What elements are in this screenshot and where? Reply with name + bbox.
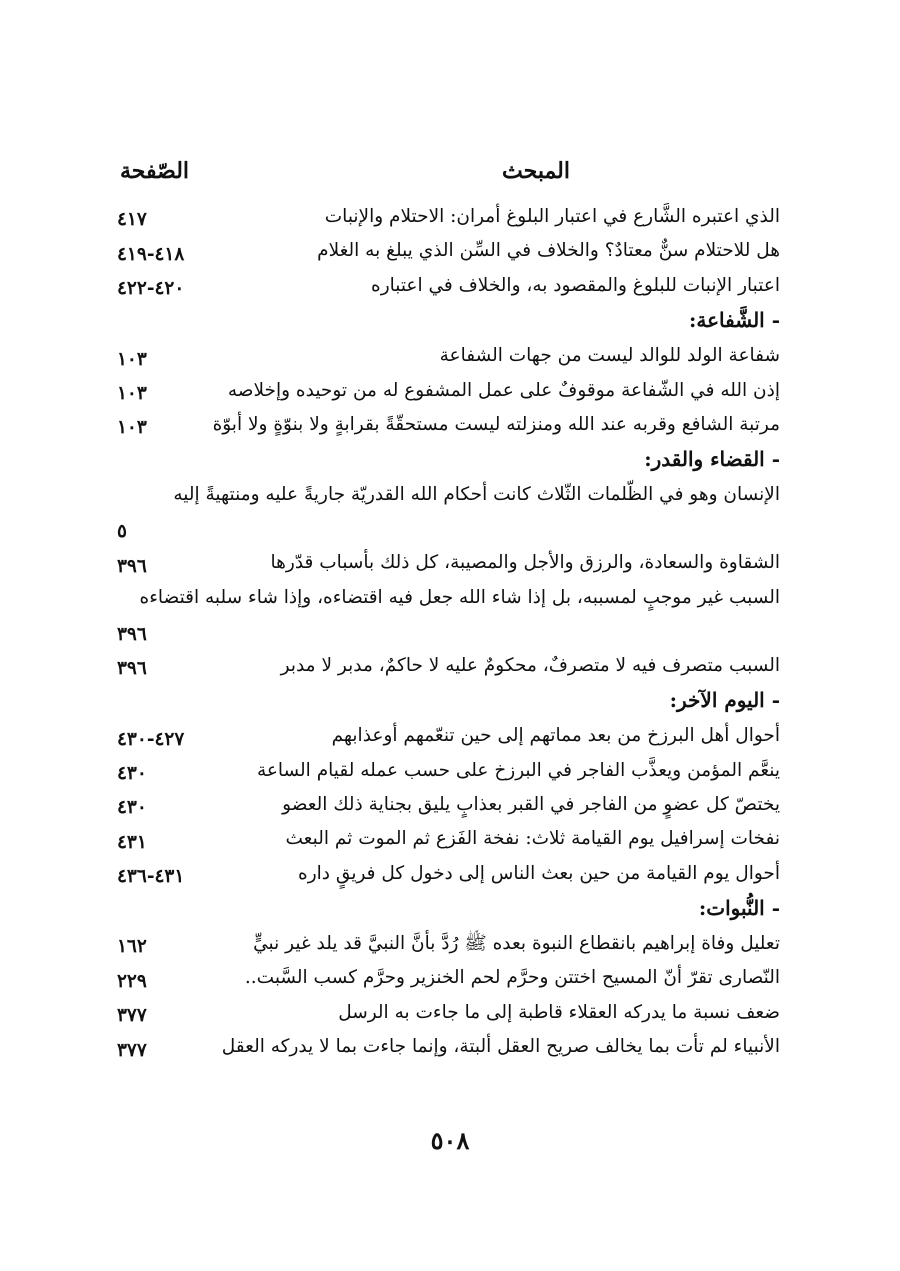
index-entry bbox=[117, 821, 780, 855]
entry-topic: شفاعة الولد للوالد ليست من جهات الشفاعة bbox=[439, 345, 780, 367]
index-entry bbox=[117, 199, 780, 233]
entry-page: ١٦٢ bbox=[117, 936, 147, 958]
entry-page: ٤١٨-٤١٩ bbox=[117, 243, 185, 265]
entry-topic: اعتبار الإنبات للبلوغ والمقصود به، والخلاف في اعتباره bbox=[371, 274, 780, 296]
index-entry bbox=[117, 373, 780, 407]
entry-topic: أحوال يوم القيامة من حين بعث الناس إلى دخول كل فريقٍ داره bbox=[298, 862, 780, 884]
entry-page: ٤٣١-٤٣٦ bbox=[117, 866, 185, 888]
entry-topic: السبب متصرف فيه لا متصرفٌ، محكومٌ عليه لا حاكمٌ، مدبر لا مدبر bbox=[280, 654, 780, 676]
entry-page: ٤٢٠-٤٢٢ bbox=[117, 278, 185, 300]
entry-topic: الإنسان وهو في الظّلمات الثّلاث كانت أحكام الله القدريّة جاريةً عليه ومنتهيةً إليه bbox=[173, 484, 780, 506]
entry-topic: يختصّ كل عضوٍ من الفاجر في القبر بعذابٍ يليق بجناية ذلك العضو bbox=[282, 793, 780, 815]
entry-topic: أحوال أهل البرزخ من بعد مماتهم إلى حين تنعّمهم أوعذابهم bbox=[331, 725, 780, 747]
entry-page: ٣٩٦ bbox=[117, 555, 147, 577]
section-heading bbox=[117, 890, 780, 926]
index-entry bbox=[117, 995, 780, 1029]
entry-page: ٤٣٠ bbox=[117, 762, 147, 784]
entry-page: ٣٧٧ bbox=[117, 1005, 147, 1027]
entry-topic: ينعَّم المؤمن ويعذَّب الفاجر في البرزخ على حسب عمله لقيام الساعة bbox=[256, 759, 780, 781]
entry-topic: النّصارى تقرّ أنّ المسيح اختتن وحرَّم لحم الخنزير وحرَّم كسب السَّبت.. bbox=[244, 967, 780, 989]
entry-page: ١٠٣ bbox=[117, 382, 147, 404]
page-number: ٥٠٨ bbox=[430, 1126, 470, 1155]
entry-page: ١٠٣ bbox=[117, 348, 147, 370]
entry-topic: السبب غير موجبٍ لمسببه، بل إذا شاء الله جعل فيه اقتضاءه، وإذا شاء سلبه اقتضاءه bbox=[139, 586, 780, 608]
entry-topic: مرتبة الشافع وقربه عند الله ومنزلته ليست مستحقّةً بقرابةٍ ولا بنوّةٍ ولا أبوّة bbox=[212, 413, 780, 435]
index-entry bbox=[117, 545, 780, 579]
section-title: - اليوم الآخر: bbox=[669, 688, 780, 713]
index-entry bbox=[117, 580, 780, 648]
section-title: - النُّبوات: bbox=[698, 896, 780, 921]
index-entry bbox=[117, 753, 780, 787]
entry-topic: نفخات إسرافيل يوم القيامة ثلاث: نفخة الفَزع ثم الموت ثم البعث bbox=[285, 828, 780, 850]
entry-page: ٤١٧ bbox=[117, 209, 147, 231]
topic-column-header: المبحث bbox=[502, 158, 570, 184]
entry-topic: تعليل وفاة إبراهيم بانقطاع النبوة بعده ﷺ رُدَّ بأنَّ النبيَّ قد يلد غير نبيٍّ bbox=[253, 933, 780, 955]
entry-page: ١٠٣ bbox=[117, 417, 147, 439]
entry-topic: إذن الله في الشّفاعة موقوفٌ على عمل المشفوع له من توحيده وإخلاصه bbox=[227, 379, 780, 401]
entry-topic: ضعف نسبة ما يدركه العقلاء قاطبة إلى ما جاءت به الرسل bbox=[338, 1001, 780, 1023]
section-title: - الشَّفاعة: bbox=[688, 308, 780, 333]
entry-page: ٥ bbox=[117, 521, 127, 543]
section-heading bbox=[117, 302, 780, 338]
entry-page: ٤٣١ bbox=[117, 831, 147, 853]
entry-page: ٤٣٠ bbox=[117, 797, 147, 819]
entry-page: ٢٢٩ bbox=[117, 970, 147, 992]
column-headers bbox=[120, 158, 780, 194]
section-title: - القضاء والقدر: bbox=[644, 447, 780, 472]
entry-topic: الأنبياء لم تأت بما يخالف صريح العقل ألبتة، وإنما جاءت بما لا يدركه العقل bbox=[221, 1036, 780, 1058]
page-column-header: الصّفحة bbox=[120, 158, 190, 184]
index-entry bbox=[117, 477, 780, 545]
entry-topic: هل للاحتلام سنٌّ معتادٌ؟ والخلاف في السِّن الذي يبلغ به الغلام bbox=[317, 240, 780, 262]
index-entry bbox=[117, 338, 780, 372]
entry-topic: الشقاوة والسعادة، والرزق والأجل والمصيبة، كل ذلك بأسباب قدّرها bbox=[270, 552, 780, 574]
index-entry bbox=[117, 718, 780, 752]
section-heading bbox=[117, 682, 780, 718]
entry-page: ٣٩٦ bbox=[117, 623, 147, 645]
index-entry bbox=[117, 856, 780, 890]
index-entries bbox=[117, 199, 780, 1064]
entry-page: ٣٧٧ bbox=[117, 1039, 147, 1061]
index-entry bbox=[117, 960, 780, 994]
index-entry bbox=[117, 268, 780, 302]
index-entry bbox=[117, 926, 780, 960]
index-entry bbox=[117, 233, 780, 267]
index-entry bbox=[117, 407, 780, 441]
entry-page: ٣٩٦ bbox=[117, 658, 147, 680]
entry-page: ٤٢٧-٤٣٠ bbox=[117, 728, 185, 750]
index-entry bbox=[117, 1029, 780, 1063]
section-heading bbox=[117, 441, 780, 477]
entry-topic: الذي اعتبره الشَّارع في اعتبار البلوغ أمران: الاحتلام والإنبات bbox=[324, 206, 780, 227]
index-entry bbox=[117, 787, 780, 821]
index-entry bbox=[117, 648, 780, 682]
